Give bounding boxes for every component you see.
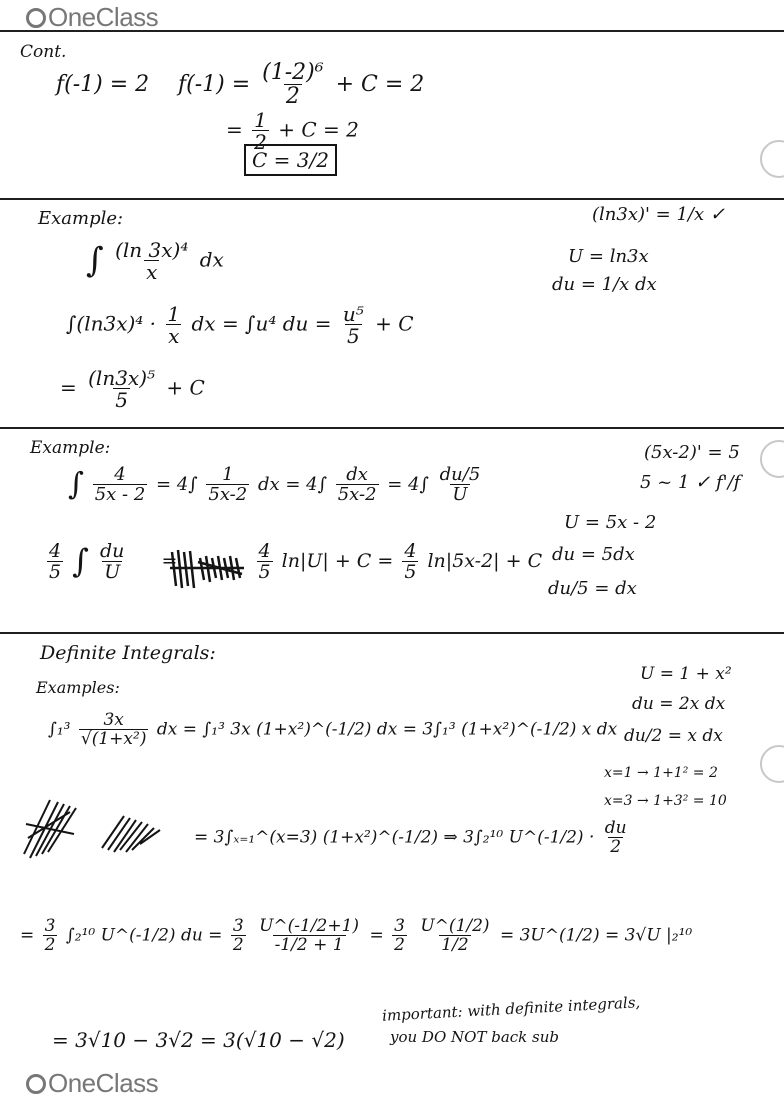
frac-den: x (168, 324, 180, 348)
sec2-l2-int (98, 542, 126, 582)
brand-name-bottom: OneClass (48, 1068, 159, 1098)
sec2-l1-a (93, 466, 148, 504)
sec1-line2-a: ∫(ln3x)⁴ · (66, 311, 157, 336)
sec3-l3-d-frac (257, 918, 361, 954)
sec1-dx: dx (199, 247, 224, 272)
sec0-eq2-eq: = (226, 117, 243, 142)
sec3-side-u: U = 1 + x² (640, 664, 732, 684)
sec2-l1-c: dx = 4∫ (257, 474, 327, 495)
sec1-integral (86, 240, 224, 282)
sec0-eq2-rest: + C = 2 (278, 117, 359, 142)
sec3-l3-g-frac (418, 918, 491, 954)
frac-num: 1 (167, 302, 181, 326)
integral-sign-icon: ∫ (72, 542, 89, 581)
sec0-eq1-lhs: f(-1) = (178, 72, 251, 97)
sec3-l1-a: ∫₁³ (48, 719, 71, 740)
section-divider-1 (0, 198, 784, 200)
sec1-side-du: du = 1/x dx (552, 274, 657, 295)
frac-den: 2 (394, 935, 405, 955)
sec2-l1-d: = 4∫ (387, 474, 429, 495)
frac-den: 1/2 (441, 935, 469, 955)
frac-den: 5 (49, 561, 62, 583)
frac-num: 3x (103, 710, 124, 730)
sec2-l2-c-frac (257, 542, 273, 582)
sec3-title: Definite Integrals: (40, 642, 216, 664)
frac-num: 3 (394, 916, 405, 936)
sec3-side-bound-1: x=1 → 1+1² = 2 (604, 765, 718, 781)
sec1-side-deriv: (ln3x)' = 1/x ✓ (592, 204, 725, 225)
sec0-result: C = 3/2 (244, 144, 337, 176)
frac-num: (1-2)⁶ (262, 60, 324, 85)
frac-den: 5x-2 (337, 484, 377, 505)
sec1-line2-c: + C (375, 311, 414, 336)
sec2-line1 (68, 466, 485, 504)
sec1-line2-b: dx = ∫u⁴ du = (191, 311, 332, 336)
sec0-eq1-rest: + C = 2 (335, 72, 425, 97)
section-divider-3 (0, 632, 784, 634)
frac-den: 5 (115, 388, 128, 412)
frac-den: 2 (232, 935, 244, 955)
sec1-line3-eq: = (60, 375, 77, 400)
sec3-line1 (48, 712, 617, 748)
sec1-line2-result (341, 304, 366, 346)
sec3-side-du: du = 2x dx (632, 694, 726, 714)
sec3-side-bound-2: x=3 → 1+3² = 10 (604, 793, 727, 809)
sec3-l3-a: = (20, 925, 35, 946)
punch-hole (760, 440, 784, 478)
top-rule (0, 30, 784, 32)
sec1-line2 (66, 304, 414, 346)
sec3-l3-a-frac (43, 918, 58, 954)
sec2-side-ratio: 5 ~ 1 ✓ f'/f (640, 472, 741, 493)
sec1-line3 (60, 368, 205, 410)
frac-num: (ln 3x)⁴ (115, 238, 189, 262)
section-divider-2 (0, 427, 784, 429)
frac-num: 4 (114, 464, 126, 485)
frac-den: U (452, 484, 468, 505)
scribble-crossout (170, 548, 248, 590)
sec1-side-u: U = ln3x (568, 246, 649, 267)
frac-den: U (104, 561, 121, 583)
integral-sign-icon: ∫ (68, 466, 84, 502)
sec3-l3-h: = 3U^(1/2) = 3√U |₂¹⁰ (499, 925, 693, 946)
frac-den: 5x - 2 (94, 484, 146, 505)
sec1-line2-frac (165, 304, 182, 346)
sec3-l2: = 3∫ₓ₌₁^(x=3) (1+x²)^(-1/2) ⇒ 3∫₂¹⁰ U^(-1/2) · (194, 827, 595, 848)
frac-den: 2 (44, 935, 56, 955)
frac-num: 4 (49, 540, 62, 562)
sec3-line2 (194, 820, 632, 856)
frac-den: 2 (254, 130, 267, 154)
sec3-line3 (20, 918, 692, 954)
sec1-frac (113, 240, 190, 282)
frac-den: 5x-2 (208, 484, 248, 505)
brand-ring-icon (26, 8, 46, 28)
sec2-line2 (44, 542, 542, 582)
frac-den: x (146, 260, 158, 284)
sec2-l2-pre (47, 542, 63, 582)
frac-den: 5 (258, 561, 271, 583)
sec2-l2-d: ln|5x-2| + C (427, 550, 543, 572)
sec2-side-u: U = 5x - 2 (564, 512, 657, 533)
frac-den: 2 (610, 837, 622, 857)
punch-hole (760, 745, 784, 783)
sec3-l3-f-frac (392, 918, 407, 954)
sec3-l3-e: = (369, 925, 384, 946)
sec2-l1-b-frac (206, 466, 249, 504)
sec0-eq1-frac (260, 62, 325, 108)
punch-hole (760, 140, 784, 178)
sec2-l2-b: = (161, 550, 178, 572)
frac-num: du/5 (439, 464, 481, 485)
frac-num: 4 (404, 540, 417, 562)
sec2-l1-c-frac (336, 466, 379, 504)
sec2-side-deriv: (5x-2)' = 5 (644, 442, 740, 463)
sec2-side-dx: du/5 = dx (548, 578, 637, 599)
frac-num: 3 (44, 916, 56, 936)
sec3-side-du2: du/2 = x dx (624, 726, 723, 746)
frac-den: 5 (404, 561, 417, 583)
sec3-l1-b: dx = ∫₁³ 3x (1+x²)^(-1/2) dx = 3∫₁³ (1+x²)^(-1/2) x dx (156, 719, 618, 740)
sec0-heading: Cont. (20, 42, 67, 62)
frac-num: 1 (222, 464, 234, 485)
sec2-heading: Example: (30, 438, 111, 458)
frac-num: dx (346, 464, 368, 485)
sec3-l1-frac (79, 712, 149, 748)
brand-name-top: OneClass (48, 2, 159, 32)
sec2-l1-d-frac (438, 466, 483, 504)
scribble-crossout (20, 794, 170, 864)
sec1-line3-frac (86, 368, 157, 410)
brand-logo-bottom (26, 1068, 158, 1099)
frac-num: U^(-1/2+1) (259, 916, 360, 936)
frac-den: √(1+x²) (80, 729, 147, 749)
sec2-l1-b: = 4∫ (156, 474, 198, 495)
sec3-l3-c-frac (231, 918, 246, 954)
sec2-l2-c: ln|U| + C = (281, 550, 394, 572)
sec3-l2-frac (603, 820, 629, 856)
frac-num: 3 (232, 916, 244, 936)
frac-den: 2 (285, 84, 300, 109)
sec2-side-du: du = 5dx (552, 544, 635, 565)
frac-den: -1/2 + 1 (274, 935, 344, 955)
sec3-l3-b: ∫₂¹⁰ U^(-1/2) du = (65, 925, 223, 946)
sec0-eq1 (178, 62, 424, 108)
sec3-sub: Examples: (36, 678, 120, 697)
brand-logo-top (26, 2, 158, 33)
brand-ring-icon (26, 1074, 46, 1094)
frac-num: U^(1/2) (420, 916, 490, 936)
sec1-line3-c: + C (166, 375, 205, 400)
sec3-note-2: you DO NOT back sub (390, 1028, 559, 1046)
frac-num: 4 (258, 540, 271, 562)
frac-num: (ln3x)⁵ (88, 366, 156, 390)
sec3-note-1: important: with definite integrals, (381, 993, 641, 1025)
frac-num: 1 (254, 108, 267, 132)
sec1-heading: Example: (38, 208, 124, 229)
frac-num: u⁵ (342, 302, 364, 326)
frac-num: du (100, 540, 125, 562)
integral-sign-icon: ∫ (86, 240, 104, 281)
sec0-result-box (244, 150, 337, 170)
sec3-line4: = 3√10 − 3√2 = 3(√10 − √2) (52, 1028, 345, 1052)
frac-den: 5 (346, 324, 360, 348)
sec2-l2-d-frac (402, 542, 418, 582)
sec0-given: f(-1) = 2 (56, 72, 150, 97)
frac-num: du (604, 818, 627, 838)
